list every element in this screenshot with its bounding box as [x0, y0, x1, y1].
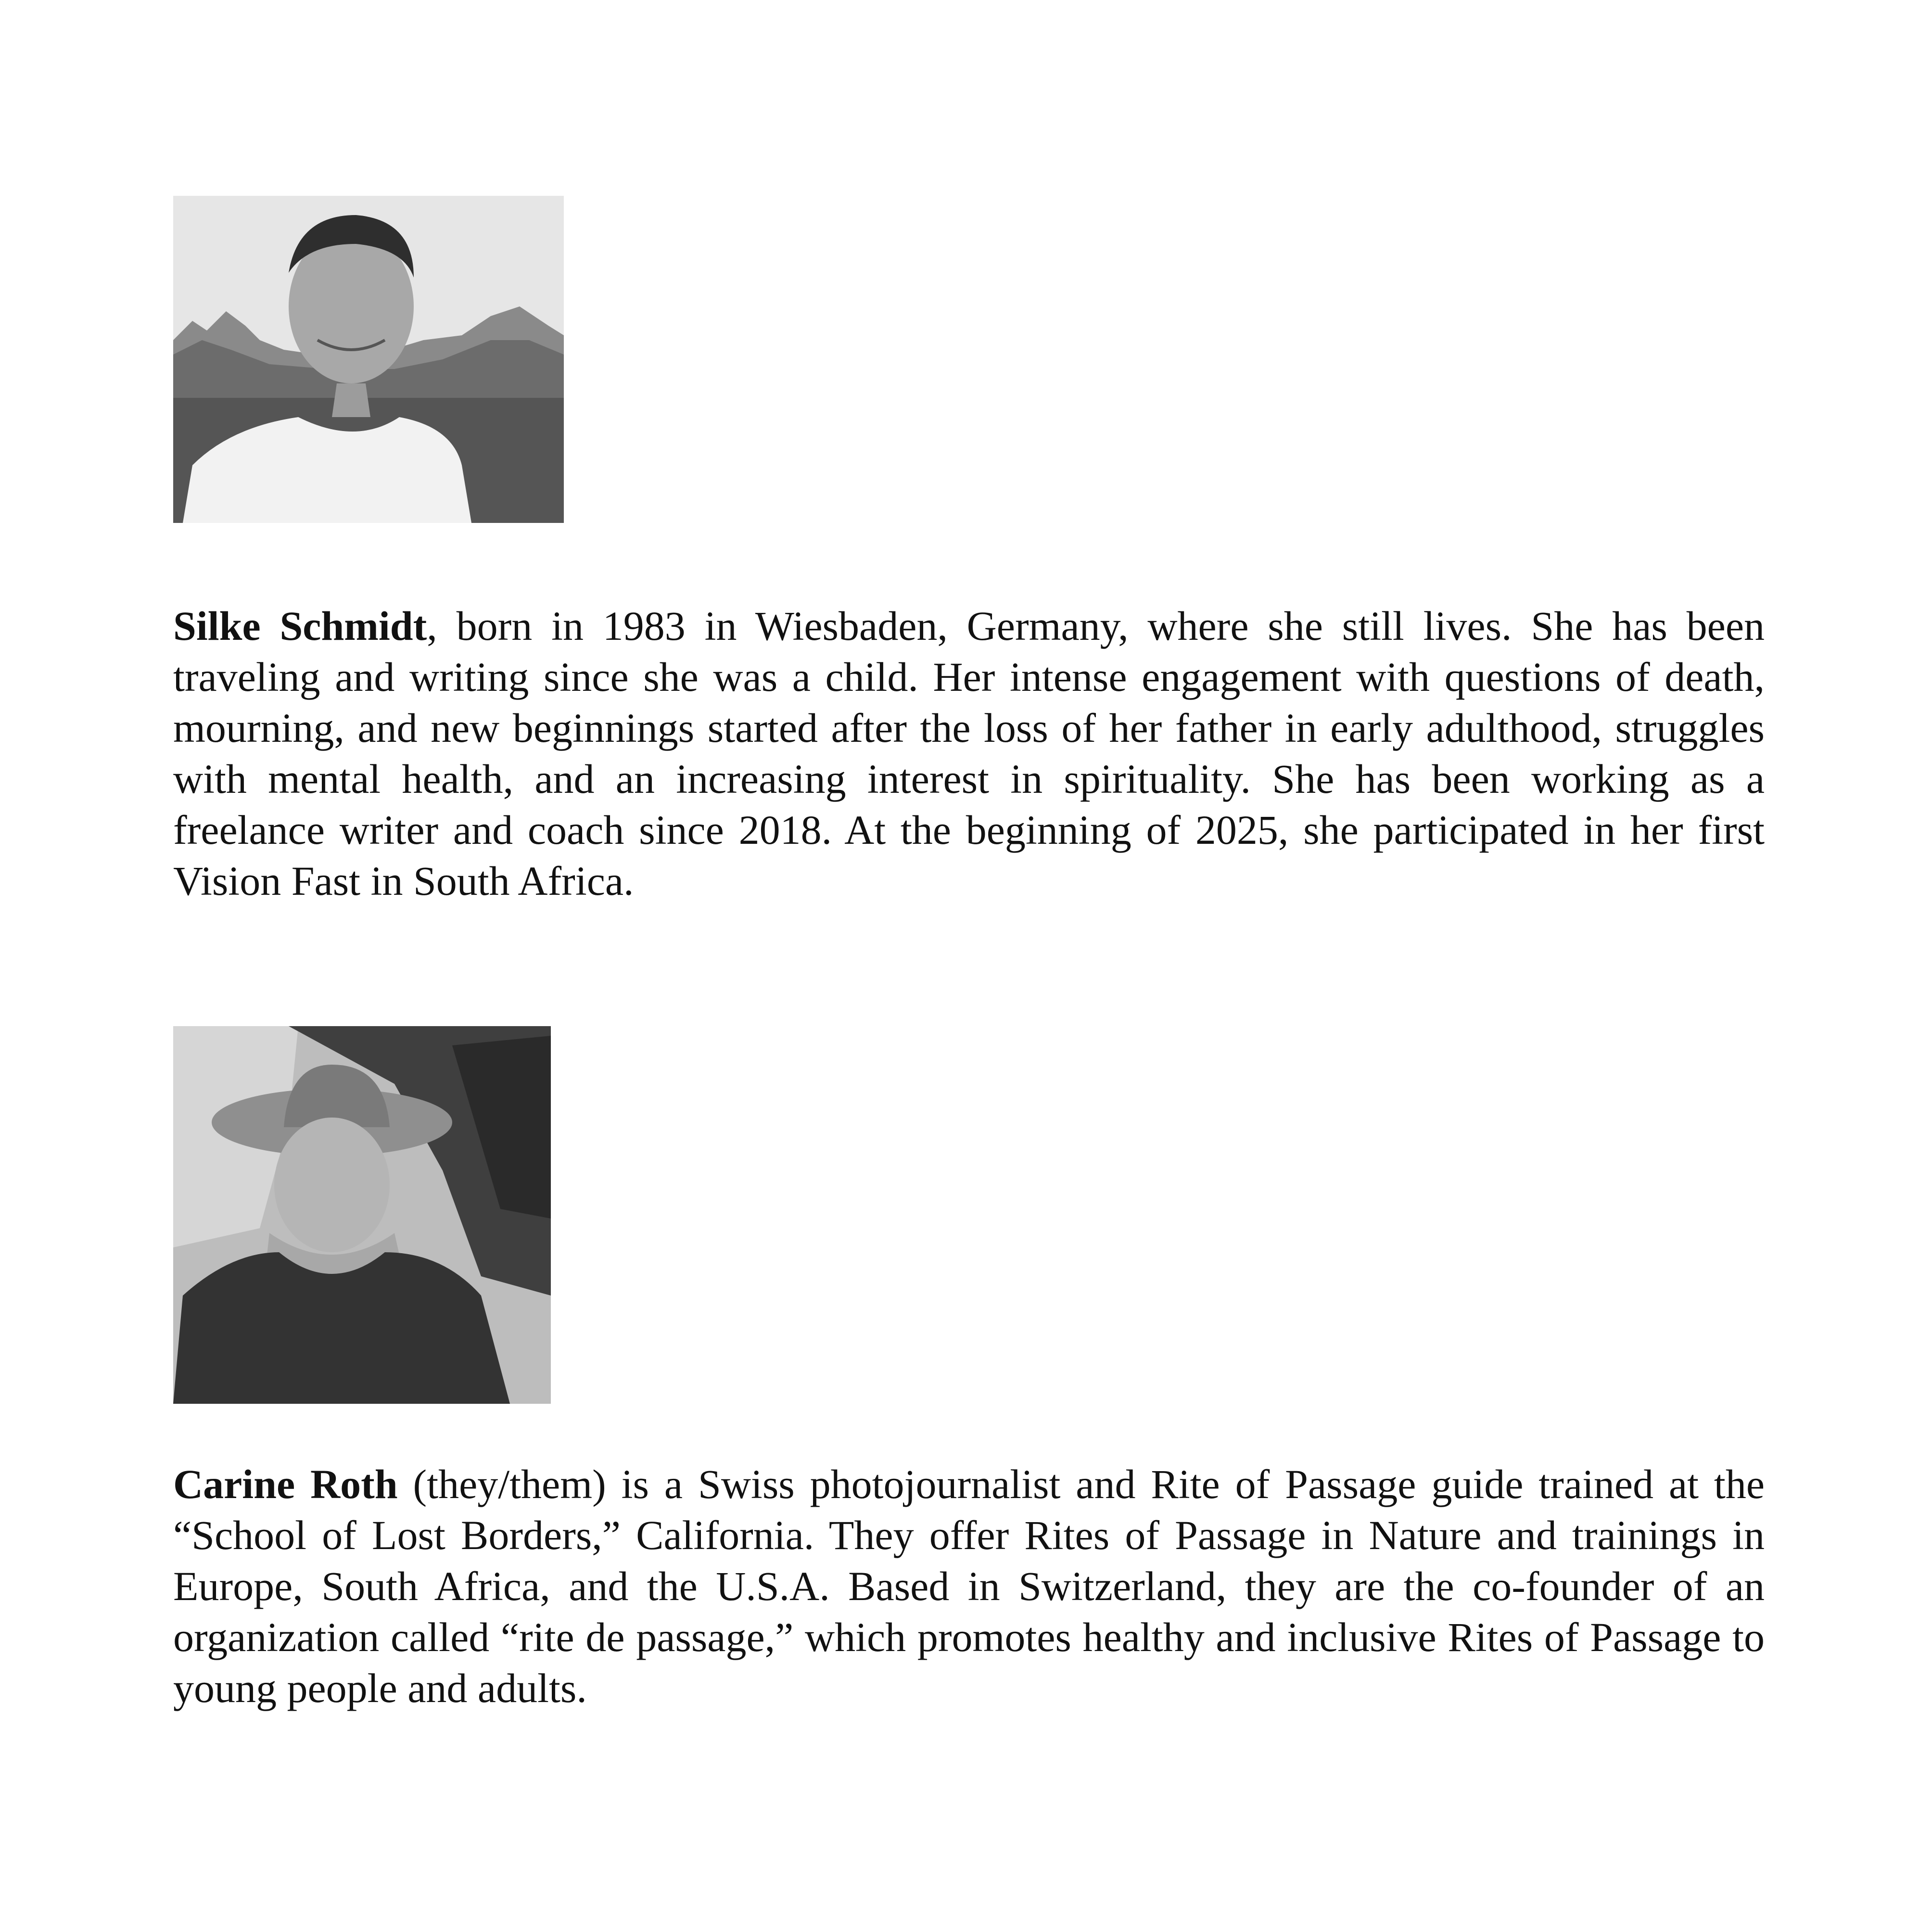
author-name: Silke Schmidt — [173, 603, 427, 649]
author-bio-text: (they/them) is a Swiss photojournalist and Rite of Passage guide trained at the “School of Lost Borders,” California. They offer Rites of Passage in Nature and trainings in Europe, South Africa, and the U.S.A. Based in Switzerland, they are the co-founder of an organization called “rite de passage,” which promotes healthy and inclusive Rites of Passage to young people and adults. — [173, 1461, 1765, 1711]
author-photo-carine-roth — [173, 1026, 551, 1404]
author-bio-carine-roth — [173, 1459, 1765, 1714]
author-bio-text: , born in 1983 in Wiesbaden, Germany, where she still lives. She has been traveling and writing since she was a child. Her intense engagement with questions of death, mourning, and new beginnings started after the loss of her father in early adulthood, struggles with mental health, and an increasing interest in spirituality. She has been working as a freelance writer and coach since 2018. At the beginning of 2025, she participated in her first Vision Fast in South Africa. — [173, 603, 1765, 904]
portrait-image — [173, 1026, 551, 1404]
author-bio-silke-schmidt — [173, 600, 1765, 906]
author-name: Carine Roth — [173, 1461, 398, 1507]
portrait-image — [173, 196, 564, 523]
author-photo-silke-schmidt — [173, 196, 564, 523]
